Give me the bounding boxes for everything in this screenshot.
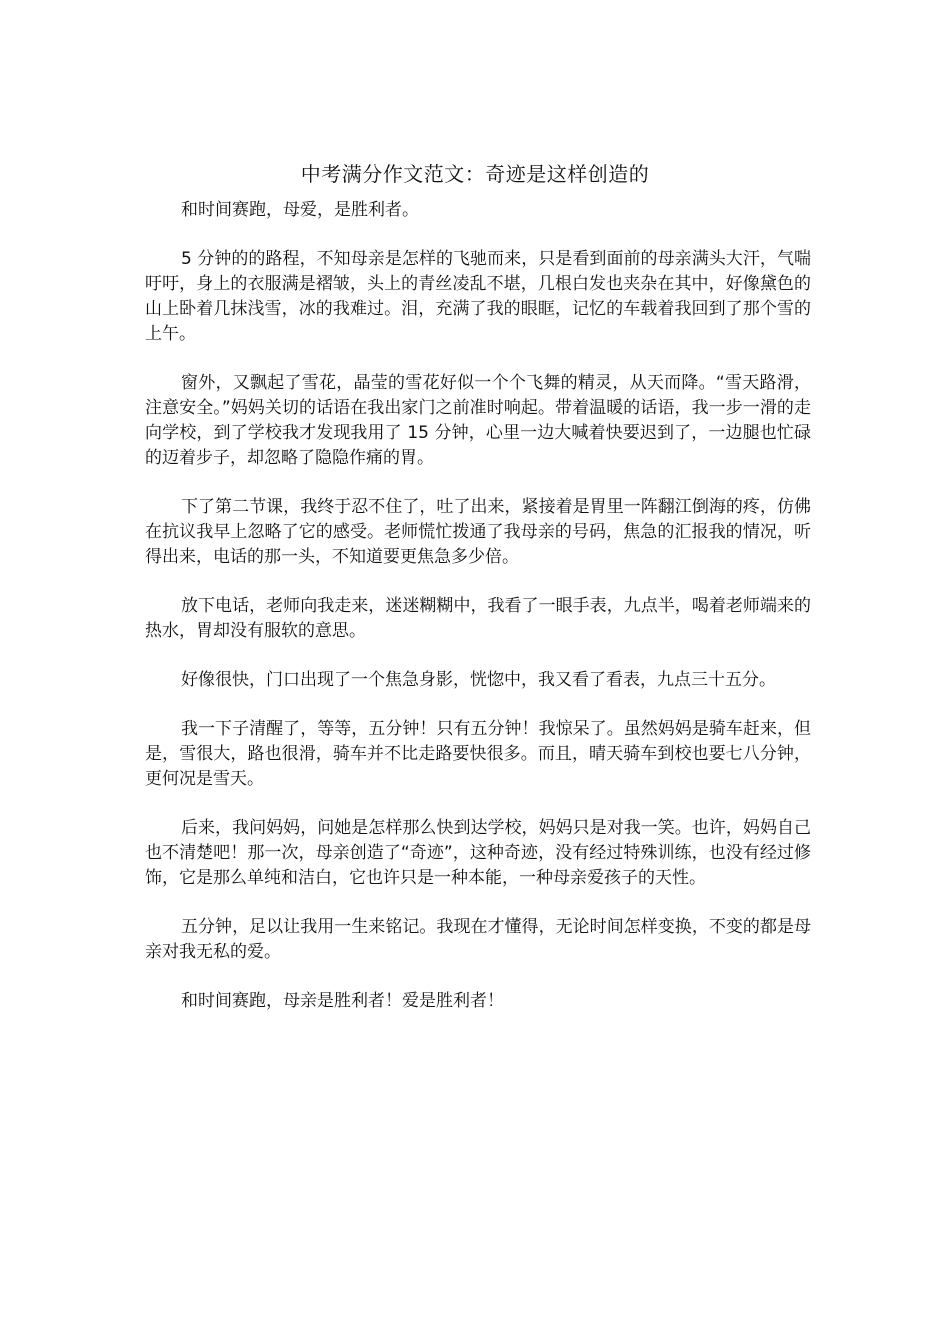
paragraph-5: 放下电话，老师向我走来，迷迷糊糊中，我看了一眼手表，九点半，喝着老师端来的热水，胃却没有服软的意思。: [145, 596, 811, 641]
document-title: 中考满分作文范文：奇迹是这样创造的: [300, 162, 650, 186]
paragraph-7: 我一下子清醒了，等等，五分钟！只有五分钟！我惊呆了。虽然妈妈是骑车赶来，但是，雪很大，路也很滑，骑车并不比走路要快很多。而且，晴天骑车到校也要七八分钟，更何况是雪天。: [145, 719, 811, 789]
paragraph-4: 下了第二节课，我终于忍不住了，吐了出来，紧接着是胃里一阵翻江倒海的疼，仿佛在抗议我早上忽略了它的感受。老师慌忙拨通了我母亲的号码，焦急的汇报我的情况，听得出来，电话的那一头，不知道要更焦急多少倍。: [145, 497, 811, 567]
paragraph-2: 5 分钟的的路程，不知母亲是怎样的飞驰而来，只是看到面前的母亲满头大汗，气喘吁吁，身上的衣服满是褶皱，头上的青丝凌乱不堪，几根白发也夹杂在其中，好像黛色的山上卧着几抹浅雪，冰的我难过。泪，充满了我的眼眶，记忆的车载着我回到了那个雪的上午。: [145, 249, 811, 344]
paragraph-10: 和时间赛跑，母亲是胜利者！爱是胜利者！: [181, 991, 504, 1011]
paragraph-9: 五分钟，足以让我用一生来铭记。我现在才懂得，无论时间怎样变换，不变的都是母亲对我无私的爱。: [145, 917, 811, 962]
paragraph-6: 好像很快，门口出现了一个焦急身影，恍惚中，我又看了看表，九点三十五分。: [181, 670, 776, 690]
paragraph-1: 和时间赛跑，母爱，是胜利者。: [181, 200, 419, 220]
paragraph-8: 后来，我问妈妈，问她是怎样那么快到达学校，妈妈只是对我一笑。也许，妈妈自己也不清楚吧！那一次，母亲创造了“奇迹”，这种奇迹，没有经过特殊训练，也没有经过修饰，它是那么单纯和洁白，它也许只是一种本能，一种母亲爱孩子的天性。: [145, 818, 811, 888]
paragraph-3: 窗外，又飘起了雪花，晶莹的雪花好似一个个飞舞的精灵，从天而降。“雪天路滑，注意安全。”妈妈关切的话语在我出家门之前准时响起。带着温暖的话语，我一步一滑的走向学校，到了学校我才发现我用了 15 分钟，心里一边大喊着快要迟到了，一边腿也忙碌的迈着步子，却忽略了隐隐作痛的胃。: [145, 373, 811, 468]
document-body: [145, 198, 811, 1038]
